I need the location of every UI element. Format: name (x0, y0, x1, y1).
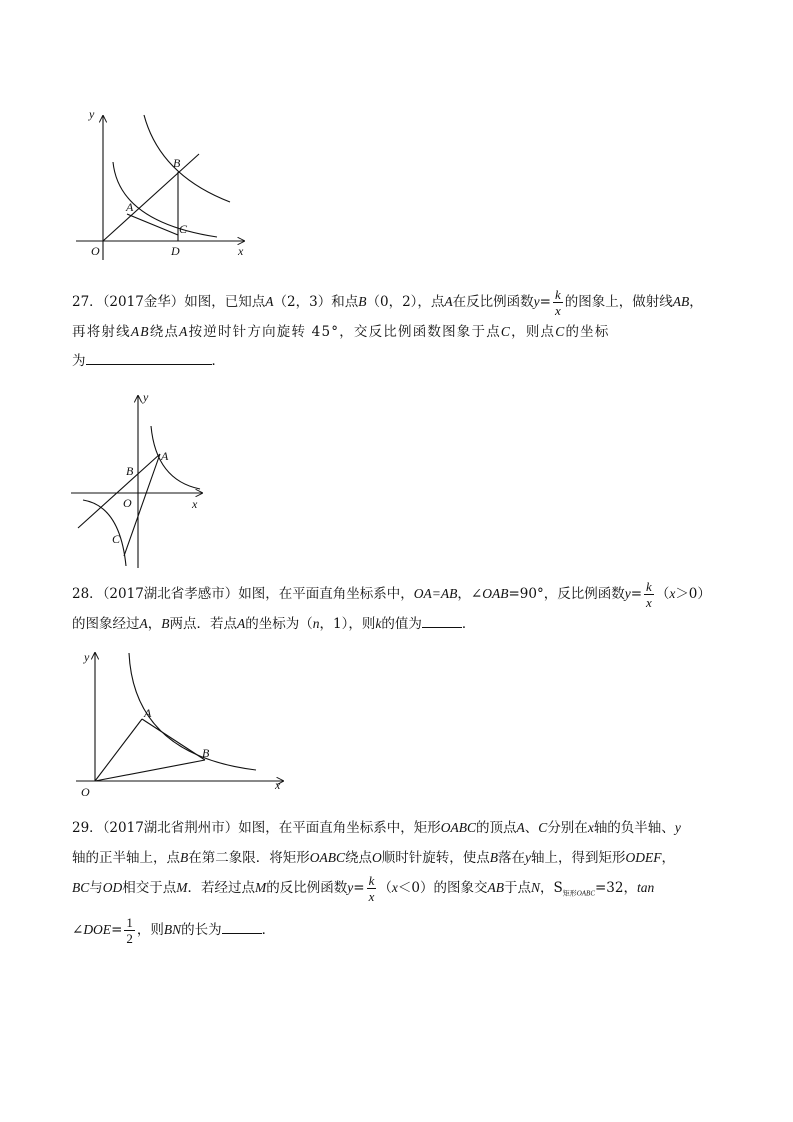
answer-blank[interactable] (222, 919, 262, 934)
figure-26 (72, 100, 252, 265)
label-o: O (91, 244, 100, 258)
fraction-k-over-x: $\frac{k}{x}$ (646, 579, 652, 610)
fraction-one-half: $\frac{1}{2}$ (126, 914, 133, 946)
segment-oa (95, 719, 142, 781)
area-subscript: 矩形OABC (562, 889, 595, 898)
label-y: y (84, 650, 90, 664)
label-x: x (238, 244, 244, 258)
label-d: D (171, 244, 180, 258)
problem-27-line-3: 为 ． (72, 347, 724, 376)
fraction-k-over-x: $\frac{k}{x}$ (368, 873, 375, 904)
label-a: A (126, 200, 134, 214)
problem-29-line-4: ∠DOE= $\frac{1}{2}$ ，则BN的长为 ． (72, 914, 276, 946)
label-b: B (173, 156, 181, 170)
segment-ob (95, 760, 205, 781)
segment-ab (142, 719, 205, 760)
answer-blank[interactable] (86, 350, 212, 365)
label-a: A (144, 706, 152, 720)
problem-28 (72, 579, 724, 639)
problem-27-line-2: 再将射线AB绕点A按逆时针方向旋转 45°，交反比例函数图象于点C，则点C的坐标 (72, 324, 610, 340)
problem-29-line-2: 轴的正半轴上，点B在第二象限．将矩形OABC绕点O顺时针旋转，使点B落在y轴上，得到矩形ODEF， (72, 850, 675, 866)
problem-27-line-1: 27．（2017金华）如图，已知点A（2，3）和点B（0，2），点A在反比例函数y= $\frac{k}{x}$ 的图象上，做射线AB， (72, 287, 703, 318)
problem-28-line-1: 28．（2017湖北省孝感市）如图，在平面直角坐标系中，OA=AB，∠OAB=90°，反比例函数y= $\frac{k}{x}$ （x＞0） (72, 579, 711, 610)
figure-28 (72, 647, 292, 802)
label-y: y (143, 390, 149, 404)
label-y: y (89, 107, 95, 121)
label-a: A (161, 449, 169, 463)
answer-blank[interactable] (422, 613, 462, 628)
curve-upper (144, 115, 230, 202)
problem-29 (72, 813, 724, 945)
label-c: C (112, 532, 121, 546)
label-b: B (202, 746, 210, 760)
ray-ab (78, 454, 160, 528)
label-x: x (275, 778, 281, 792)
figure-26-graph (72, 100, 252, 265)
label-o: O (123, 496, 132, 510)
problem-28-line-2: 的图象经过A，B两点．若点A的坐标为（n，1），则k的值为 ． (72, 609, 724, 639)
label-b: B (126, 464, 134, 478)
label-x: x (192, 497, 198, 511)
figure-28-graph (72, 647, 292, 802)
figure-27 (68, 388, 218, 573)
problem-27 (72, 287, 724, 376)
problem-29-line-1: 29．（2017湖北省荆州市）如图，在平面直角坐标系中，矩形OABC的顶点A、C分别在x轴的负半轴、y (72, 820, 681, 836)
label-c: C (179, 222, 188, 236)
label-o: O (81, 785, 90, 799)
fraction-k-over-x: $\frac{k}{x}$ (554, 287, 561, 318)
figure-27-graph (68, 388, 218, 573)
problem-29-line-3: BC与OD相交于点M．若经过点M的反比例函数y= $\frac{k}{x}$ （x＜0）的图象交AB于点N，$S_{矩形OABC}=32$，tan (72, 873, 655, 904)
